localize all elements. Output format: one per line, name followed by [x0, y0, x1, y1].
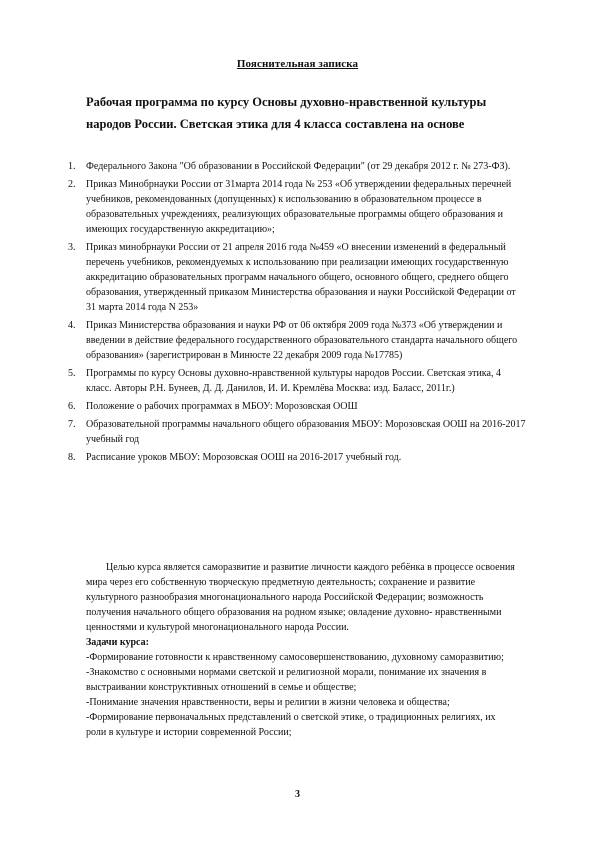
- task-item: -Формирование готовности к нравственному самосовершенствованию, духовному саморазвитию;: [86, 652, 504, 663]
- list-item: 5. Программы по курсу Основы духовно-нравственной культуры народов России. Светская этика, 4 класс. Авторы Р.Н. Бунеев, Д. Д. Данилов, И. И. Кремлёва Москва: изд. Баласс, 2011г.): [68, 368, 501, 394]
- tasks-heading: Задачи курса:: [86, 637, 149, 648]
- task-item: -Знакомство с основными нормами светской и религиозной морали, понимание их значения в выстраивании конструктивных отношений в семье и обществе;: [86, 667, 487, 693]
- list-item-text: Приказ минобрнауки России от 21 апреля 2016 года №459 «О внесении изменений в федеральный перечень учебников, рекомендуемых к использованию при реализации имеющих государственную аккредитацию образовательных программ начального общего, основного общего, среднего общего образования, утвержденный приказом Министерства образования и науки Российской Федерации от 31 марта 2014 года N 253»: [86, 242, 516, 313]
- program-subtitle: Рабочая программа по курсу Основы духовно-нравственной культуры народов России. Светская этика для 4 класса составлена на основе: [86, 95, 487, 131]
- page-number: 3: [295, 789, 300, 800]
- list-item: 4. Приказ Министерства образования и науки РФ от 06 октября 2009 года №373 «Об утверждении и введении в действие федерального государственного образовательного стандарта начального общего образования» (зарегистрирован в Минюсте 22 декабря 2009 года №17785): [68, 320, 518, 361]
- page-title: Пояснительная записка: [236, 58, 359, 70]
- list-item-text: Федерального Закона "Об образовании в Российской Федерации" (от 29 декабря 2012 г. № 273-ФЗ).: [86, 161, 511, 172]
- course-goal-paragraph: Целью курса является саморазвитие и развитие личности каждого ребёнка в процессе освоения мира через его собственную творческую предметную деятельность; сохранение и развитие культурного разнообразия многонационального народа Российской Федерации; возможность получения начального общего образования на родном языке; овладение духовно- нравственными ценностями и культурой многонационального народа России.: [86, 562, 515, 633]
- list-item: 1. Федерального Закона "Об образовании в Российской Федерации" (от 29 декабря 2012 г. № 273-ФЗ).: [68, 161, 511, 172]
- sources-list: [68, 159, 528, 468]
- task-item: -Формирование первоначальных представлений о светской этике, о традиционных религиях, их роли в культуре и истории современной России;: [86, 712, 496, 738]
- list-item-text: Образовательной программы начального общего образования МБОУ: Морозовская ООШ на 2016-2017 учебный год: [86, 419, 526, 445]
- task-item: -Понимание значения нравственности, веры и религии в жизни человека и общества;: [86, 697, 450, 708]
- list-item: 3. Приказ минобрнауки России от 21 апреля 2016 года №459 «О внесении изменений в федеральный перечень учебников, рекомендуемых к использованию при реализации имеющих государственную аккредитацию образовательных программ начального общего, основного общего, среднего общего образования, утвержденный приказом Министерства образования и науки Российской Федерации от 31 марта 2014 года N 253»: [68, 242, 516, 313]
- course-description: [86, 560, 516, 740]
- list-item-text: Положение о рабочих программах в МБОУ: Морозовская ООШ: [86, 401, 358, 412]
- list-item: 6. Положение о рабочих программах в МБОУ: Морозовская ООШ: [68, 401, 358, 412]
- list-item: 7. Образовательной программы начального общего образования МБОУ: Морозовская ООШ на 2016-2017 учебный год: [68, 419, 526, 445]
- list-item-text: Программы по курсу Основы духовно-нравственной культуры народов России. Светская этика, 4 класс. Авторы Р.Н. Бунеев, Д. Д. Данилов, И. И. Кремлёва Москва: изд. Баласс, 2011г.): [86, 368, 501, 394]
- list-item: 2. Приказ Минобрнауки России от 31марта 2014 года № 253 «Об утверждении федеральных перечней учебников, рекомендованных (допущенных) к использованию в образовательном процессе в образовательных учреждениях, реализующих образовательные программы общего образования и имеющих государственную аккредитацию»;: [68, 179, 512, 235]
- list-item-text: Расписание уроков МБОУ: Морозовская ООШ на 2016-2017 учебный год.: [86, 452, 402, 463]
- list-item-text: Приказ Минобрнауки России от 31марта 2014 года № 253 «Об утверждении федеральных перечней учебников, рекомендованных (допущенных) к использованию в образовательном процессе в образовательных учреждениях, реализующих образовательные программы общего образования и имеющих государственную аккредитацию»;: [86, 179, 512, 235]
- list-item-text: Приказ Министерства образования и науки РФ от 06 октября 2009 года №373 «Об утверждении и введении в действие федерального государственного образовательного стандарта начального общего образования» (зарегистрирован в Минюсте 22 декабря 2009 года №17785): [86, 320, 518, 361]
- list-item: 8. Расписание уроков МБОУ: Морозовская ООШ на 2016-2017 учебный год.: [68, 452, 402, 463]
